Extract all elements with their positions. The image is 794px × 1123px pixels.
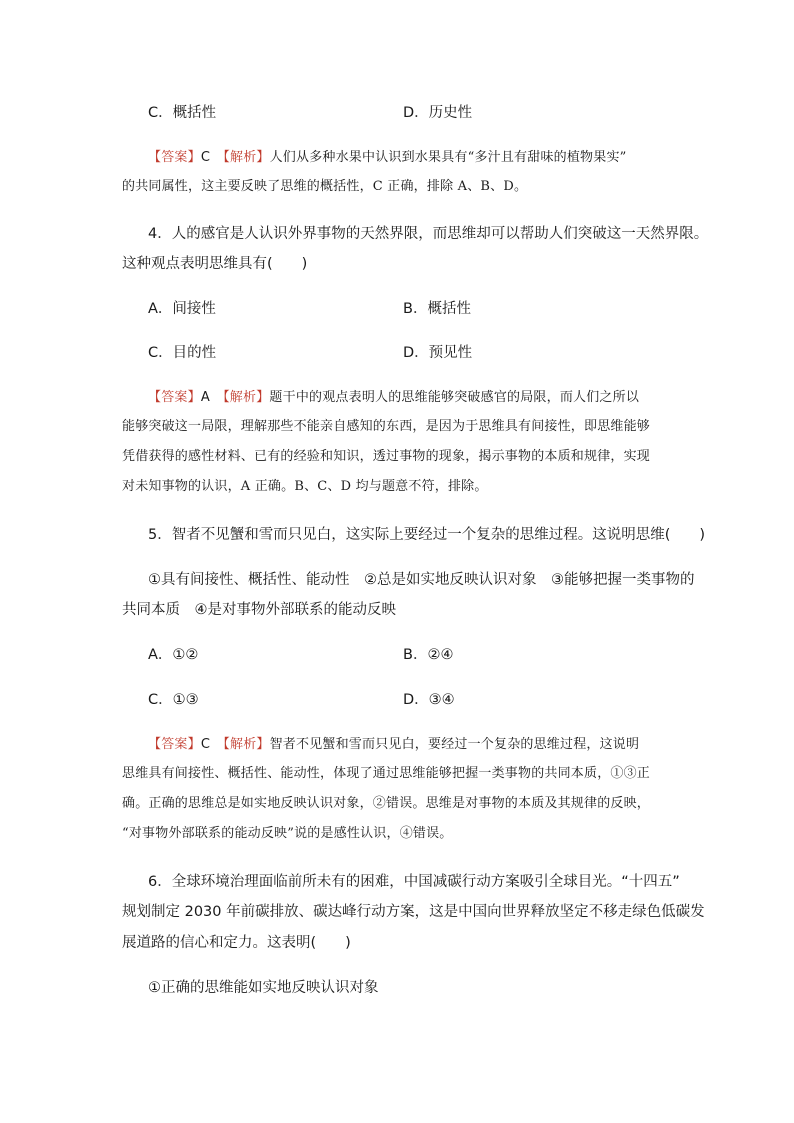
q5-items-line-2: 共同本质 ④是对事物外部联系的能动反映 bbox=[122, 602, 396, 618]
q4-analysis-line-4: 对未知事物的认识，A 正确。B、C、D 均与题意不符，排除。 bbox=[122, 479, 488, 494]
q6-stem-line-3: 展道路的信心和定力。这表明( ) bbox=[122, 935, 351, 951]
q6-stem-line-2: 规划制定 2030 年前碳排放、碳达峰行动方案，这是中国向世界释放坚定不移走绿色低碳发 bbox=[122, 904, 705, 920]
q4-option-c: C．目的性 bbox=[148, 345, 217, 361]
analysis-text: 智者不见蟹和雪而只见白，要经过一个复杂的思维过程，这说明 bbox=[269, 737, 640, 752]
q4-option-d: D．预见性 bbox=[403, 345, 473, 361]
answer-tag: 【答案】 bbox=[148, 150, 201, 165]
answer-key: A bbox=[200, 390, 210, 405]
q4-option-a: A．间接性 bbox=[148, 301, 216, 317]
q5-items-line-1: ①具有间接性、概括性、能动性 ②总是如实地反映认识对象 ③能够把握一类事物的 bbox=[148, 572, 695, 588]
q5-analysis-line-4: “对事物外部联系的能动反映”说的是感性认识，④错误。 bbox=[122, 826, 453, 841]
answer-tag: 【答案】 bbox=[148, 390, 201, 405]
q5-option-d: D．③④ bbox=[403, 692, 455, 708]
q5-analysis-line-2: 思维具有间接性、概括性、能动性，体现了通过思维能够把握一类事物的共同本质，①③正 bbox=[122, 766, 651, 781]
q4-analysis-line-3: 凭借获得的感性材料、已有的经验和知识，透过事物的现象，揭示事物的本质和规律，实现 bbox=[122, 449, 651, 464]
q5-option-b: B．②④ bbox=[403, 647, 454, 663]
answer-key: C bbox=[200, 737, 211, 752]
q6-item-1: ①正确的思维能如实地反映认识对象 bbox=[148, 980, 379, 996]
q5-analysis-line-3: 确。正确的思维总是如实地反映认识对象，②错误。思维是对事物的本质及其规律的反映， bbox=[122, 796, 651, 811]
q5-option-c: C．①③ bbox=[148, 692, 199, 708]
answer-tag: 【答案】 bbox=[148, 737, 201, 752]
q4-stem-line-1: 4．人的感官是人认识外界事物的天然界限，而思维却可以帮助人们突破这一天然界限。 bbox=[148, 226, 709, 242]
answer-key: C bbox=[200, 150, 211, 165]
analysis-tag: 【解析】 bbox=[223, 390, 270, 405]
q4-answer-line-1 bbox=[148, 388, 639, 408]
q4-stem-line-2: 这种观点表明思维具有( ) bbox=[122, 256, 308, 272]
analysis-tag: 【解析】 bbox=[223, 150, 270, 165]
analysis-tag: 【解析】 bbox=[223, 737, 270, 752]
q4-analysis-line-2: 能够突破这一局限，理解那些不能亲自感知的东西，是因为于思维具有间接性，即思维能够 bbox=[122, 419, 651, 434]
q3-option-c: C．概括性 bbox=[148, 105, 217, 121]
q5-option-a: A．①② bbox=[148, 647, 199, 663]
q5-answer-line-1 bbox=[148, 735, 639, 755]
q3-analysis-line-2: 的共同属性，这主要反映了思维的概括性，C 正确，排除 A、B、D。 bbox=[122, 179, 528, 194]
q3-option-d: D．历史性 bbox=[403, 105, 473, 121]
analysis-text: 题干中的观点表明人的思维能够突破感官的局限，而人们之所以 bbox=[269, 390, 640, 405]
analysis-text: 人们从多种水果中认识到水果具有“多汁且有甜味的植物果实” bbox=[269, 150, 627, 165]
q5-stem: 5．智者不见蟹和雪而只见白，这实际上要经过一个复杂的思维过程。这说明思维( ) bbox=[148, 527, 706, 543]
q6-stem-line-1: 6．全球环境治理面临前所未有的困难，中国减碳行动方案吸引全球目光。“十四五” bbox=[148, 874, 680, 890]
q3-answer-line-1 bbox=[148, 148, 627, 168]
q4-option-b: B．概括性 bbox=[403, 301, 471, 317]
